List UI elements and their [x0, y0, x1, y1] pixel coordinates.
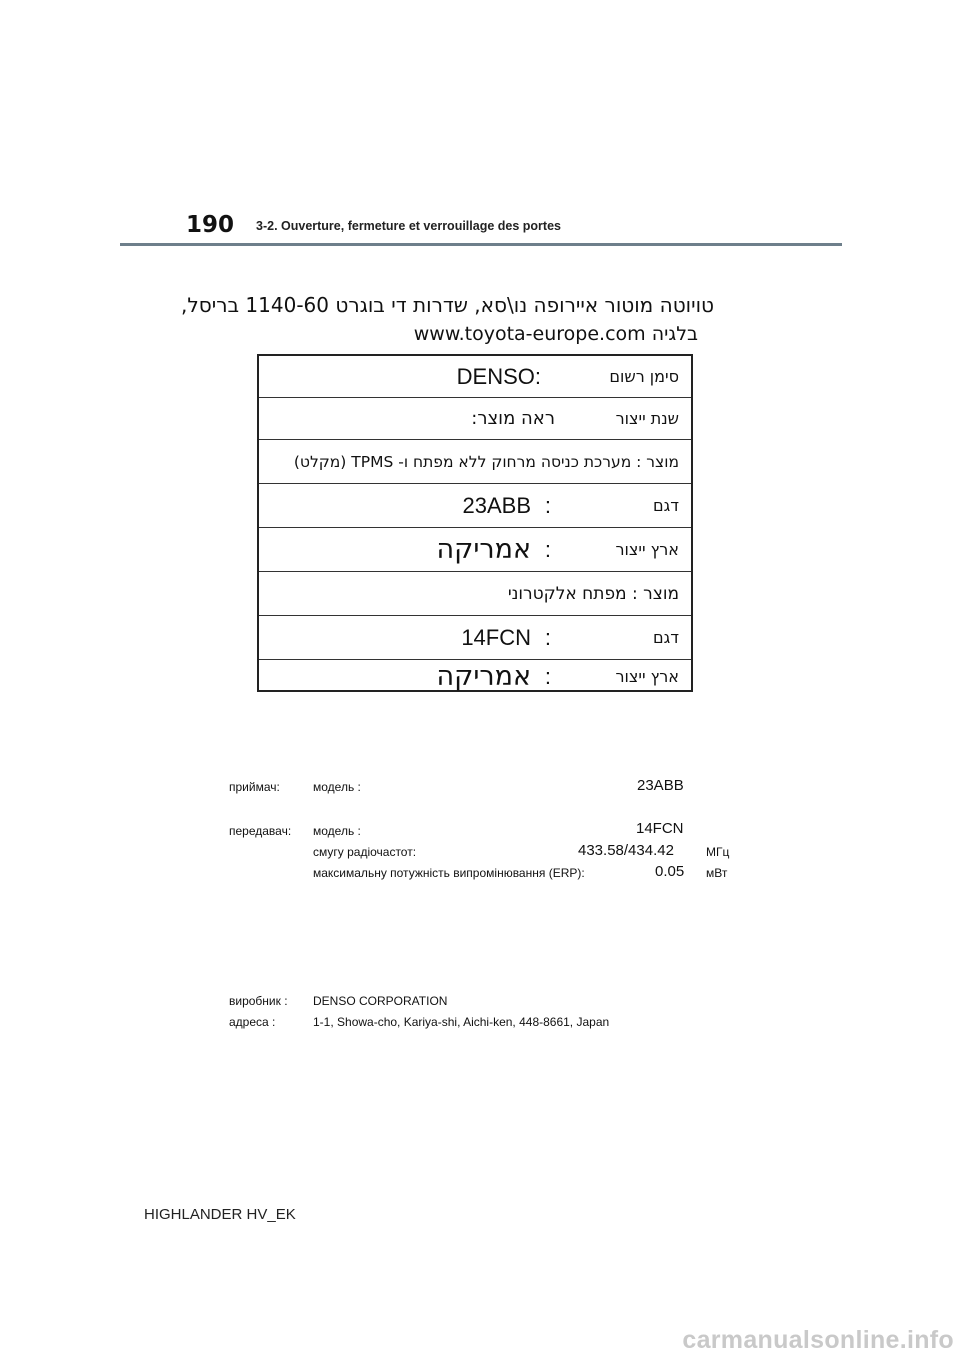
row-label: דגם — [653, 628, 679, 647]
table-row — [259, 484, 691, 528]
table-row — [259, 398, 691, 440]
table-row — [259, 660, 691, 693]
watermark: carmanualsonline.info — [682, 1326, 954, 1354]
table-row — [259, 528, 691, 572]
hebrew-heading-line1: טויוטה מוטור איירופה נו\סא, שדרות די בוגרט 1140-60 בריסל, — [181, 293, 714, 317]
transmitter-model-label: модель : — [313, 824, 361, 838]
row-value: אמריקה — [436, 661, 531, 692]
transmitter-model-value: 14FCN — [636, 820, 684, 837]
row-value: 23ABB — [462, 492, 531, 518]
address-value: 1-1, Showa-cho, Kariya-shi, Aichi-ken, 448-8661, Japan — [313, 1015, 610, 1029]
row-colon: : — [544, 492, 551, 518]
frequency-value: 433.58/434.42 — [578, 842, 674, 859]
certification-table — [257, 354, 693, 692]
row-label: ארץ ייצור — [615, 667, 679, 686]
receiver-model-label: модель : — [313, 780, 361, 794]
power-value: 0.05 — [655, 863, 685, 880]
row-colon: : — [544, 624, 551, 650]
address-label: адреса : — [229, 1015, 276, 1029]
header-rule — [120, 243, 842, 246]
table-row — [259, 356, 691, 398]
row-colon: : — [544, 663, 551, 689]
row-value: DENSO: — [456, 363, 541, 389]
hebrew-heading-url[interactable]: www.toyota-europe.com — [413, 323, 646, 345]
row-value: ראה מוצר: — [471, 408, 555, 429]
table-row — [259, 572, 691, 616]
manufacturer-label: виробник : — [229, 994, 288, 1008]
row-value: 14FCN — [461, 624, 531, 650]
transmitter-label: передавач: — [229, 824, 292, 838]
manufacturer-value: DENSO CORPORATION — [313, 994, 448, 1008]
row-colon: : — [544, 536, 551, 562]
row-label: סימן רשום — [609, 367, 679, 386]
receiver-model-value: 23ABB — [637, 777, 684, 794]
page-number: 190 — [186, 212, 235, 238]
row-full-text: מוצר : מערכת כניסה מרחוק ללא מפתח ו- TPMS (מקלט) — [293, 452, 679, 471]
footer-model: HIGHLANDER HV_EK — [144, 1206, 296, 1223]
frequency-unit: МГц — [706, 845, 730, 859]
hebrew-heading-line2 — [414, 323, 698, 345]
section-title: 3-2. Ouverture, fermeture et verrouillage des portes — [256, 219, 561, 233]
row-label: שנת ייצור — [615, 409, 679, 428]
hebrew-heading-country: בלגיה — [651, 323, 698, 345]
table-row — [259, 440, 691, 484]
receiver-label: приймач: — [229, 780, 280, 794]
power-label: максимальну потужність випромінювання (ERP): — [313, 866, 585, 880]
row-value: אמריקה — [436, 534, 531, 565]
table-row — [259, 616, 691, 660]
frequency-label: смугу радіочастот: — [313, 845, 417, 859]
power-unit: мВт — [706, 866, 728, 880]
row-full-text: מוצר : מפתח אלקטרוני — [507, 583, 679, 604]
row-label: דגם — [653, 496, 679, 515]
row-label: ארץ ייצור — [615, 540, 679, 559]
